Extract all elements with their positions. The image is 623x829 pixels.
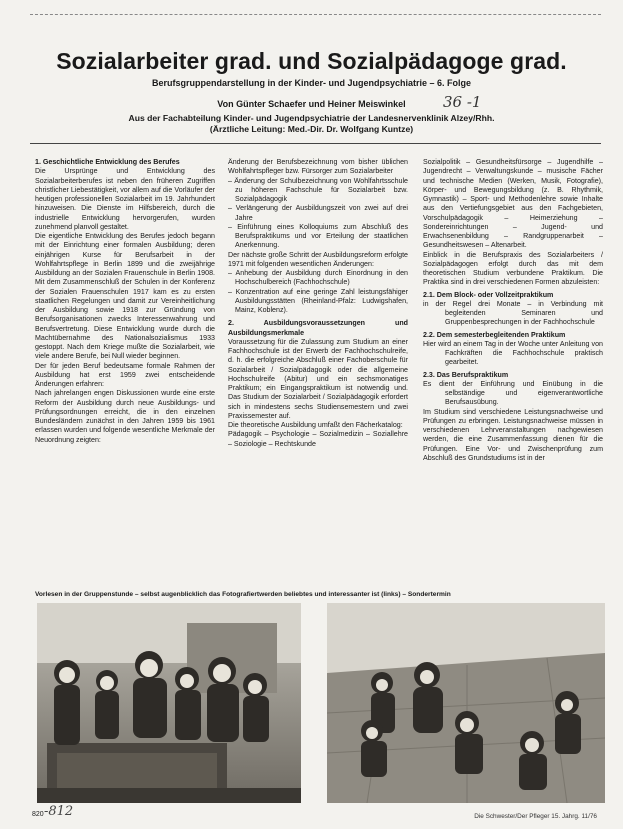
- group-reading-photo: [37, 603, 301, 803]
- affiliation-line: (Ärztliche Leitung: Med.-Dir. Dr. Wolfgang Kuntze): [209, 124, 414, 134]
- paragraph: Die Ursprünge und Entwicklung des Sozialarbeiterberufes ist neben den früheren Zugriffen christlicher Liebestätigkeit, vor allem auf die Vorläufer der heutigen professionellen Sozialarbeit im 19. Jahrhundert hinzuweisen. Die Dienste im Hilfsbereich, durch die industrielle Entwicklung hervorgerufen, wurden zunehmend planvoll gestaltet.: [35, 167, 215, 231]
- page-number: 820: [32, 811, 44, 818]
- section-heading: 2.2. Dem semesterbegleitenden Praktikum: [423, 330, 566, 339]
- paragraph: Die theoretische Ausbildung umfaßt den Fächerkatalog:: [228, 421, 403, 429]
- paragraph: – Verlängerung der Ausbildungszeit von zwei auf drei Jahre: [228, 204, 408, 222]
- children-playing-photo: [327, 603, 605, 803]
- text-column-1: [35, 158, 215, 578]
- section-heading: 2.1. Dem Block- oder Vollzeitpraktikum: [423, 290, 554, 299]
- paragraph: Der nächste große Schritt der Ausbildungsreform erfolgte 1971 mit folgenden wesentlichen Änderungen:: [228, 250, 408, 268]
- top-divider: [30, 14, 601, 16]
- paragraph: – Anhebung der Ausbildung durch Einordnung in den Hochschulbereich (Fachhochschule): [228, 269, 408, 287]
- paragraph: – Konzentration auf eine geringe Zahl leistungsfähiger Ausbildungsstätten (Rheinland-Pfalz: Ludwigshafen, Mainz, Koblenz).: [228, 287, 408, 314]
- paragraph: in der Regel drei Monate – in Verbindung mit begleitenden Seminaren und Gruppenbesprechungen in der Fachhochschule: [423, 299, 603, 327]
- section-heading: 2.3. Das Berufspraktikum: [423, 370, 509, 379]
- article-title: Sozialarbeiter grad. und Sozialpädagoge grad.: [56, 48, 567, 74]
- paragraph: Voraussetzung für die Zulassung zum Studium an einer Fachhochschule ist der Erwerb der Fachhochschulreife, d. h. die erfolgreiche Abschluß einer Fachoberschule für Sozialarbeit / Sozialpädagogik oder die allgemeine Hochschulreife (Abitur) und ein sechsmonatiges Praktikum; ein Eingangspraktikum ist notwendig und. Das Studium der Sozialarbeit / Sozialpädagogik erfordert sich in mindestens sechs Studiensemestern und zwei Praxissemester auf.: [228, 337, 408, 420]
- paragraph: Einblick in die Berufspraxis des Sozialarbeiters / Sozialpädagogen erfolgt durch das mit dem theoretischen Studium verbundene Praktikum. Die Praktika sind in drei verschiedenen Formen abzuleisten:: [423, 250, 603, 287]
- text-column-2: [228, 158, 408, 578]
- article-subtitle: Berufsgruppendarstellung in der Kinder- und Jugendpsychiatrie – 6. Folge: [151, 78, 472, 88]
- paragraph: Sozialpolitik – Gesundheitsfürsorge – Jugendhilfe – Jugendrecht – Verwaltungskunde – musische Fächer und technische Medien (Werken, Musik, Fotografie), Körper- und Bewegungsbildung (z. B. Rhythmik, Gymnastik) – Sport- und Methodenlehre sowie Inhalte aus den Vertiefungsgebiet aus den Fachgebieten, Vorschulpädagogik – Heimerziehung – Sondereinrichtungen – Jugend- und Erwachsenenbildung – Randgruppenarbeit – Gesundheitswesen – Altenarbeit.: [423, 158, 603, 250]
- text-column-3: [423, 158, 603, 578]
- journal-reference: Die Schwester/Der Pfleger 15. Jahrg. 11/76: [474, 813, 597, 820]
- photo-caption: Vorlesen in der Gruppenstunde – selbst augenblicklich das Fotografiertwerden beliebtes und interessanter ist (links) – Sondertermin: [35, 591, 451, 598]
- paragraph: – Einführung eines Kolloquiums zum Abschluß des Berufspraktikums und vor Erteilung der staatlichen Anerkennung.: [228, 222, 408, 250]
- handwritten-note: 36 -1: [443, 93, 482, 111]
- section-heading: 1. Geschichtliche Entwicklung des Berufes: [35, 158, 180, 166]
- article-affiliation: [0, 113, 623, 135]
- paragraph: – Änderung der Schulbezeichnung von Wohlfahrtsschule zu höheren Fachschule für Sozialarbeit bzw. Sozialpädagogik: [228, 176, 408, 203]
- paragraph: Änderung der Berufsbezeichnung vom bisher üblichen Wohlfahrtspfleger bzw. Fürsorger zum Sozialarbeiter: [228, 158, 408, 176]
- article-authors: Von Günter Schaefer und Heiner Meiswinkel: [217, 99, 406, 109]
- paragraph: Die eigentliche Entwicklung des Berufes jedoch begann mit der Einrichtung einer formalen Ausbildung; deren einjährigen Kurse für Berufsarbeit in der Wohlfahrtspflege in Berlin 1899 und die zweijährige Ausbildung an der Sozialen Frauenschule in Berlin 1908. Mit dem Zusammenschluß der Schulen in der Konferenz der Sozialen Frauenschulen 1917 kam es zu ersten staatlichen Regelungen und damit zur Vereinheitlichung der Ausbildung sowie 1918 zur Gründung von Berufsorganisationen zwecks Interessenwahrung und Berufsvertretung. Diese Entwicklung wurde durch die Machtübernahme des Nationalsozialismus 1933 gestoppt. Nach dem Kriege mußte die Sozialarbeit, wie viele andere Berufe, bei Null wieder beginnen.: [35, 232, 215, 361]
- paragraph: Pädagogik – Psychologie – Sozialmedizin – Soziallehre – Soziologie – Rechtskunde: [228, 430, 408, 448]
- section-heading: 2. Ausbildungsvoraussetzungen und Ausbildungsmerkmale: [228, 319, 408, 337]
- header-divider: [30, 143, 601, 144]
- paragraph: Hier wird an einem Tag in der Woche unter Anleitung von Fachkräften die Fachhochschule praktisch gearbeitet.: [423, 339, 603, 367]
- paragraph: Es dient der Einführung und Einübung in die selbständige und eigenverantwortliche Berufsausübung.: [423, 379, 603, 407]
- paragraph: Der für jeden Beruf bedeutsame formale Rahmen der Ausbildung hat erst 1959 zwei entscheidende Änderungen erfahren:: [35, 361, 215, 388]
- handwritten-page-note: -812: [44, 804, 74, 819]
- paragraph: Im Studium sind verschiedene Leistungsnachweise und Prüfungen zu erbringen. Leistungsnachweise müssen in verschiedenen Lehrveranstaltungen nachgewiesen werden, die eine Zusammenfassung dienen für die Prüfungen. Eine Vor- und Zwischenprüfung zum Abschluß des Grundstudiums ist in der: [423, 407, 603, 462]
- affiliation-line: Aus der Fachabteilung Kinder- und Jugendpsychiatrie der Landesnervenklinik Alzey/Rhh.: [128, 113, 495, 123]
- paragraph: Nach jahrelangen engen Diskussionen wurde eine erste Reform der Ausbildung durch neue Ausbildungs- und Prüfungsordnungen erreicht, die in den einzelnen Bundesländern zunächst in den Jahren 1959 bis 1961 erlassen wurden und folgende wesentliche Merkmale der Neuordnung zeigten:: [35, 389, 215, 444]
